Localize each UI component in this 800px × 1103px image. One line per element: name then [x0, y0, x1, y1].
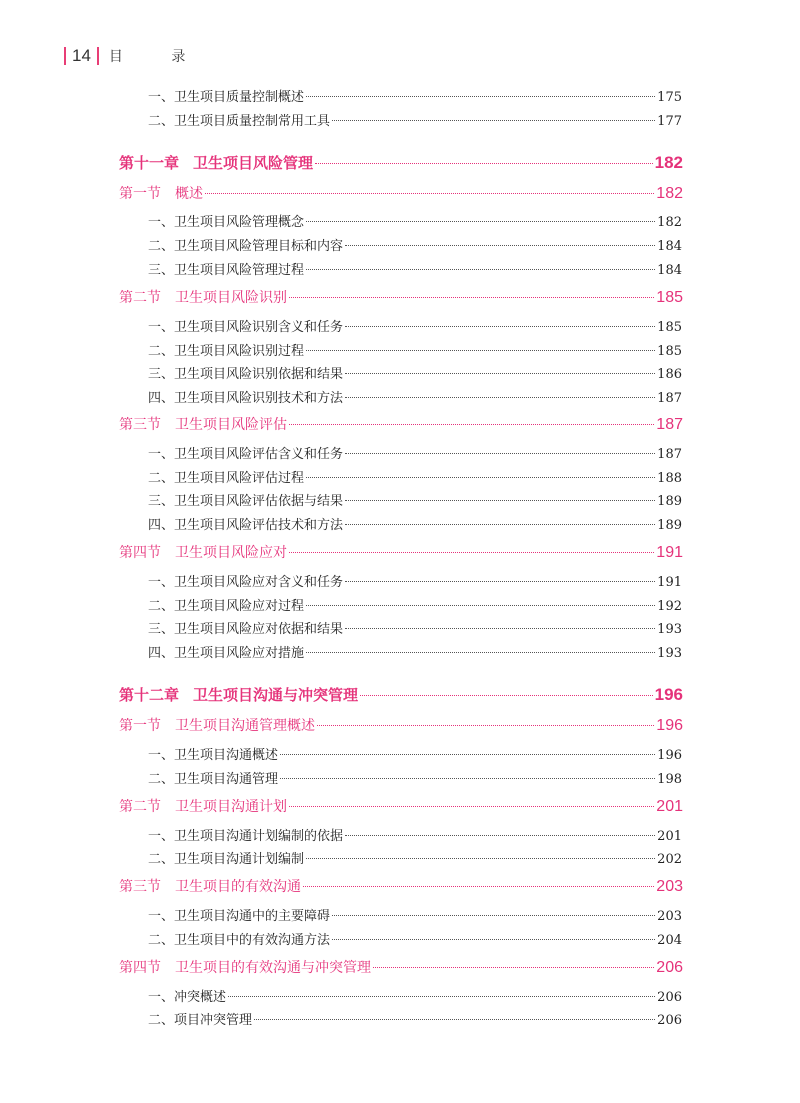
entry-heading [119, 287, 287, 307]
dot-leader [345, 453, 655, 454]
entry-page-number: 206 [657, 990, 682, 1005]
dot-leader [228, 996, 655, 997]
dot-leader [332, 120, 655, 121]
section-number: 第二节 [119, 799, 161, 815]
entry-heading [119, 796, 287, 816]
dot-leader [205, 193, 654, 194]
section-number: 第三节 [119, 879, 161, 895]
dot-leader [289, 552, 654, 553]
chapter-number: 第十二章 [119, 686, 180, 704]
dot-leader [306, 652, 655, 653]
dot-leader [303, 886, 654, 887]
entry-page-number: 189 [657, 494, 682, 509]
entry-title: 四、卫生项目风险应对措施 [148, 646, 305, 661]
entry-page-number: 182 [654, 153, 683, 172]
entry-title: 二、卫生项目沟通管理 [148, 772, 279, 787]
toc-section-entry[interactable] [119, 183, 683, 203]
toc-subsection-entry[interactable] [148, 514, 682, 533]
section-number: 第二节 [119, 290, 161, 306]
entry-page-number: 193 [657, 646, 682, 661]
dot-leader [373, 967, 654, 968]
section-number: 第一节 [119, 186, 161, 202]
section-number: 第四节 [119, 545, 161, 561]
entry-title: 一、卫生项目风险评估含义和任务 [148, 447, 344, 462]
dot-leader [306, 477, 655, 478]
toc-chapter-entry[interactable] [119, 684, 683, 705]
chapter-number: 第十一章 [119, 154, 180, 172]
entry-page-number: 206 [657, 1013, 682, 1028]
entry-page-number: 185 [657, 320, 682, 335]
dot-leader [345, 524, 655, 525]
entry-page-number: 206 [656, 959, 683, 976]
entry-title: 三、卫生项目风险管理过程 [148, 263, 305, 278]
entry-title: 四、卫生项目风险识别技术和方法 [148, 391, 344, 406]
entry-page-number: 196 [656, 717, 683, 734]
entry-page-number: 185 [657, 344, 682, 359]
entry-page-number: 196 [657, 748, 682, 763]
toc-subsection-entry[interactable] [148, 110, 682, 129]
entry-title: 一、卫生项目风险识别含义和任务 [148, 320, 344, 335]
toc-subsection-entry[interactable] [148, 1009, 682, 1028]
entry-heading [119, 183, 203, 203]
entry-title: 卫生项目风险识别 [175, 290, 287, 306]
dot-leader [306, 858, 655, 859]
toc-chapter-entry[interactable] [119, 152, 683, 173]
dot-leader [280, 754, 655, 755]
page-title: 目 录 [108, 49, 208, 65]
dot-leader [306, 269, 655, 270]
entry-heading [119, 414, 287, 434]
page-number: 14 [72, 46, 91, 65]
dot-leader [289, 806, 654, 807]
section-number: 第三节 [119, 417, 161, 433]
section-number: 第四节 [119, 960, 161, 976]
entry-title: 一、卫生项目风险管理概念 [148, 215, 305, 230]
toc-subsection-entry[interactable] [148, 316, 682, 335]
entry-heading [119, 715, 315, 735]
toc-subsection-entry[interactable] [148, 259, 682, 278]
dot-leader [332, 915, 655, 916]
toc-subsection-entry[interactable] [148, 363, 682, 382]
toc-subsection-entry[interactable] [148, 340, 682, 359]
toc-subsection-entry[interactable] [148, 986, 682, 1005]
toc-subsection-entry[interactable] [148, 642, 682, 661]
entry-page-number: 182 [656, 185, 683, 202]
entry-page-number: 186 [657, 367, 682, 382]
entry-title: 一、卫生项目沟通概述 [148, 748, 279, 763]
dot-leader [289, 424, 654, 425]
entry-page-number: 193 [657, 622, 682, 637]
dot-leader [345, 397, 655, 398]
toc-subsection-entry[interactable] [148, 467, 682, 486]
toc-section-entry[interactable] [119, 287, 683, 307]
dot-leader [345, 326, 655, 327]
dot-leader [306, 96, 655, 97]
entry-title: 卫生项目的有效沟通 [175, 879, 301, 895]
entry-title: 一、冲突概述 [148, 990, 227, 1005]
toc-section-entry[interactable] [119, 796, 683, 816]
entry-title: 一、卫生项目质量控制概述 [148, 90, 305, 105]
toc-section-entry[interactable] [119, 542, 683, 562]
dot-leader [254, 1019, 655, 1020]
entry-title: 三、卫生项目风险评估依据与结果 [148, 494, 344, 509]
entry-page-number: 191 [656, 544, 683, 561]
toc-subsection-entry[interactable] [148, 848, 682, 867]
entry-page-number: 177 [657, 114, 682, 129]
entry-heading [119, 542, 287, 562]
entry-title: 二、卫生项目中的有效沟通方法 [148, 933, 331, 948]
dot-leader [345, 835, 655, 836]
entry-page-number: 204 [657, 933, 682, 948]
section-number: 第一节 [119, 718, 161, 734]
entry-page-number: 198 [657, 772, 682, 787]
dot-leader [289, 297, 654, 298]
dot-leader [315, 163, 653, 164]
entry-page-number: 196 [654, 685, 683, 704]
toc-subsection-entry[interactable] [148, 443, 682, 462]
toc-subsection-entry[interactable] [148, 618, 682, 637]
toc-subsection-entry[interactable] [148, 929, 682, 948]
entry-title: 二、卫生项目风险识别过程 [148, 344, 305, 359]
toc-subsection-entry[interactable] [148, 211, 682, 230]
dot-leader [280, 778, 655, 779]
entry-heading [119, 957, 371, 977]
entry-page-number: 191 [657, 575, 682, 590]
entry-title: 卫生项目沟通计划 [175, 799, 287, 815]
dot-leader [306, 221, 655, 222]
entry-page-number: 203 [656, 878, 683, 895]
toc-subsection-entry[interactable] [148, 387, 682, 406]
toc-subsection-entry[interactable] [148, 744, 682, 763]
entry-title: 卫生项目风险评估 [175, 417, 287, 433]
entry-heading [119, 152, 313, 173]
entry-title: 卫生项目沟通与冲突管理 [193, 686, 359, 704]
entry-title: 卫生项目风险应对 [175, 545, 287, 561]
entry-page-number: 192 [657, 599, 682, 614]
entry-title: 三、卫生项目风险应对依据和结果 [148, 622, 344, 637]
dot-leader [345, 581, 655, 582]
toc-subsection-entry[interactable] [148, 86, 682, 105]
dot-leader [345, 628, 655, 629]
entry-page-number: 187 [657, 447, 682, 462]
entry-page-number: 187 [657, 391, 682, 406]
entry-title: 三、卫生项目风险识别依据和结果 [148, 367, 344, 382]
entry-page-number: 203 [657, 909, 682, 924]
toc-subsection-entry[interactable] [148, 768, 682, 787]
dot-leader [317, 725, 654, 726]
entry-title: 二、卫生项目风险管理目标和内容 [148, 239, 344, 254]
toc-section-entry[interactable] [119, 876, 683, 896]
entry-page-number: 188 [657, 471, 682, 486]
dot-leader [306, 350, 655, 351]
entry-title: 一、卫生项目沟通计划编制的依据 [148, 829, 344, 844]
dot-leader [345, 245, 655, 246]
entry-title: 卫生项目的有效沟通与冲突管理 [175, 960, 371, 976]
toc-section-entry[interactable] [119, 414, 683, 434]
dot-leader [345, 500, 655, 501]
entry-title: 四、卫生项目风险评估技术和方法 [148, 518, 344, 533]
toc-subsection-entry[interactable] [148, 571, 682, 590]
toc-subsection-entry[interactable] [148, 235, 682, 254]
entry-title: 二、卫生项目风险评估过程 [148, 471, 305, 486]
toc-section-entry[interactable] [119, 715, 683, 735]
entry-page-number: 185 [656, 289, 683, 306]
entry-page-number: 184 [657, 239, 682, 254]
entry-heading [119, 684, 358, 705]
entry-page-number: 175 [657, 90, 682, 105]
entry-title: 卫生项目风险管理 [193, 154, 314, 172]
entry-title: 二、项目冲突管理 [148, 1013, 253, 1028]
dot-leader [345, 373, 655, 374]
entry-page-number: 187 [656, 416, 683, 433]
entry-title: 二、卫生项目沟通计划编制 [148, 852, 305, 867]
dot-leader [306, 605, 655, 606]
entry-title: 二、卫生项目质量控制常用工具 [148, 114, 331, 129]
entry-title: 一、卫生项目风险应对含义和任务 [148, 575, 344, 590]
toc-subsection-entry[interactable] [148, 905, 682, 924]
entry-page-number: 201 [656, 798, 683, 815]
dot-leader [360, 695, 653, 696]
entry-page-number: 201 [657, 829, 682, 844]
dot-leader [332, 939, 655, 940]
entry-title: 二、卫生项目风险应对过程 [148, 599, 305, 614]
entry-page-number: 189 [657, 518, 682, 533]
toc-section-entry[interactable] [119, 957, 683, 977]
entry-title: 卫生项目沟通管理概述 [175, 718, 315, 734]
toc-subsection-entry[interactable] [148, 825, 682, 844]
entry-title: 一、卫生项目沟通中的主要障碍 [148, 909, 331, 924]
toc-subsection-entry[interactable] [148, 595, 682, 614]
entry-heading [119, 876, 301, 896]
entry-title: 概述 [175, 186, 203, 202]
entry-page-number: 202 [657, 852, 682, 867]
entry-page-number: 182 [657, 215, 682, 230]
toc-subsection-entry[interactable] [148, 490, 682, 509]
entry-page-number: 184 [657, 263, 682, 278]
